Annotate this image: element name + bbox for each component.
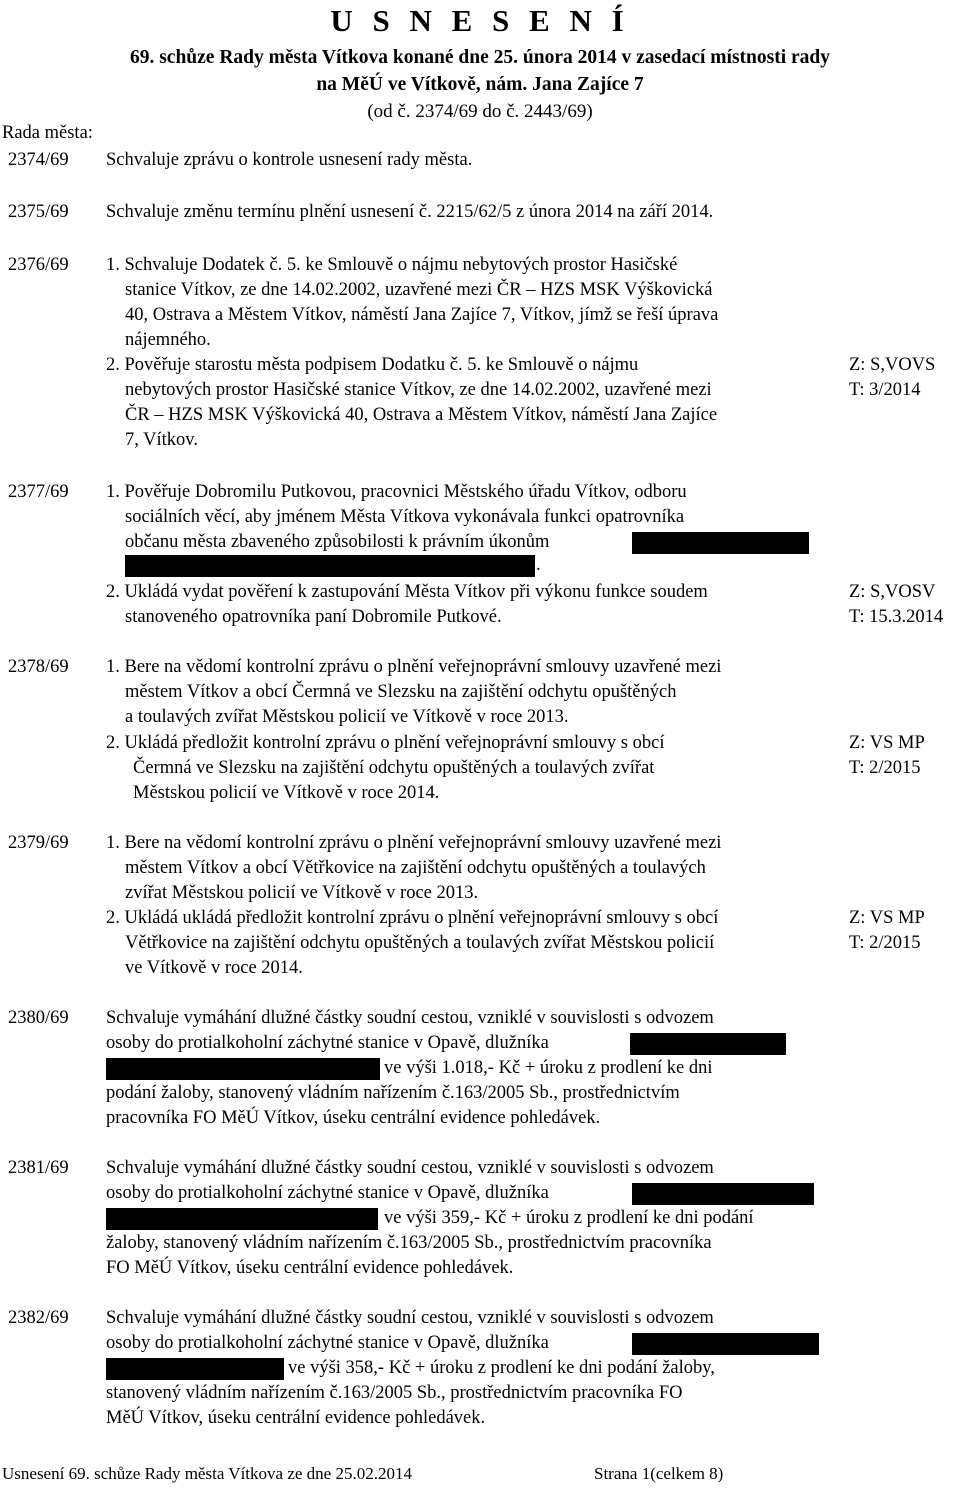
resolution-text: 1. Bere na vědomí kontrolní zprávu o plnění veřejnoprávní smlouvy uzavřené mezi bbox=[106, 657, 722, 677]
responsible-person: Z: VS MP bbox=[849, 908, 925, 928]
footer-document-info: Usnesení 69. schůze Rady města Vítkova ze dne 25.02.2014 bbox=[2, 1464, 412, 1483]
deadline: T: 3/2014 bbox=[849, 380, 921, 400]
resolution-range: (od č. 2374/69 do č. 2443/69) bbox=[367, 101, 593, 122]
redacted-name bbox=[632, 1333, 819, 1355]
resolution-text: Čermná ve Slezsku na zajištění odchytu opuštěných a toulavých zvířat bbox=[133, 758, 655, 778]
redacted-name bbox=[632, 532, 809, 554]
responsible-person: Z: S,VOVS bbox=[849, 355, 936, 375]
resolution-text: . bbox=[536, 555, 541, 575]
resolution-text: ve výši 359,- Kč + úroku z prodlení ke dni podání bbox=[384, 1208, 754, 1228]
resolution-text: osoby do protialkoholní záchytné stanice v Opavě, dlužníka bbox=[106, 1183, 549, 1203]
resolution-text: Větřkovice na zajištění odchytu opuštěných a toulavých zvířat Městskou policií bbox=[125, 933, 715, 953]
resolution-text: ve Vítkově v roce 2014. bbox=[125, 958, 303, 978]
page-current: 1 bbox=[641, 1464, 651, 1483]
resolution-number: 2382/69 bbox=[8, 1308, 69, 1328]
resolution-text: pracovníka FO MěÚ Vítkov, úseku centrální evidence pohledávek. bbox=[106, 1108, 601, 1128]
resolution-number: 2376/69 bbox=[8, 255, 69, 275]
resolution-text: zvířat Městskou policií ve Vítkově v roce 2013. bbox=[125, 883, 479, 903]
resolution-text: osoby do protialkoholní záchytné stanice v Opavě, dlužníka bbox=[106, 1333, 549, 1353]
resolution-text: ve výši 1.018,- Kč + úroku z prodlení ke dni bbox=[384, 1058, 713, 1078]
resolution-text: městem Vítkov a obcí Větřkovice na zajištění odchytu opuštěných a toulavých bbox=[125, 858, 706, 878]
redacted-name bbox=[106, 1208, 378, 1230]
resolution-number: 2380/69 bbox=[8, 1008, 69, 1028]
responsible-person: Z: S,VOSV bbox=[849, 582, 936, 602]
resolution-text: sociálních věcí, aby jménem Města Vítkova vykonávala funkci opatrovníka bbox=[125, 507, 685, 527]
resolution-text: občanu města zbaveného způsobilosti k právním úkonům bbox=[125, 532, 550, 552]
responsible-person: Z: VS MP bbox=[849, 733, 925, 753]
redacted-name bbox=[630, 1033, 786, 1055]
resolution-text: ČR – HZS MSK Výškovická 40, Ostrava a Městem Vítkov, náměstí Jana Zajíce bbox=[125, 405, 718, 425]
resolution-text: žaloby, stanovený vládním nařízením č.163/2005 Sb., prostřednictvím pracovníka bbox=[106, 1233, 712, 1253]
resolution-text: Schvaluje zprávu o kontrole usnesení rady města. bbox=[106, 150, 473, 170]
resolution-text: 1. Pověřuje Dobromilu Putkovou, pracovnici Městského úřadu Vítkov, odboru bbox=[106, 482, 687, 502]
resolution-number: 2378/69 bbox=[8, 657, 69, 677]
redacted-name bbox=[106, 1058, 380, 1080]
resolution-text: stanovený vládním nařízením č.163/2005 Sb., prostřednictvím pracovníka FO bbox=[106, 1383, 683, 1403]
resolution-number: 2374/69 bbox=[8, 150, 69, 170]
meeting-heading-line-1: 69. schůze Rady města Vítkova konané dne 25. února 2014 v zasedací místnosti rady bbox=[129, 47, 831, 68]
resolution-number: 2375/69 bbox=[8, 202, 69, 222]
resolution-text: Městskou policií ve Vítkově v roce 2014. bbox=[133, 783, 440, 803]
deadline: T: 2/2015 bbox=[849, 758, 921, 778]
page-label: Strana bbox=[594, 1464, 638, 1483]
resolution-text: stanoveného opatrovníka paní Dobromile Putkové. bbox=[125, 607, 502, 627]
resolution-text: MěÚ Vítkov, úseku centrální evidence pohledávek. bbox=[106, 1408, 486, 1428]
resolution-text: nebytových prostor Hasičské stanice Vítkov, ze dne 14.02.2002, uzavřené mezi bbox=[125, 380, 712, 400]
redacted-name bbox=[632, 1183, 814, 1205]
resolution-text: 2. Ukládá předložit kontrolní zprávu o plnění veřejnoprávní smlouvy s obcí bbox=[106, 733, 665, 753]
resolution-text: 7, Vítkov. bbox=[125, 430, 198, 450]
deadline: T: 2/2015 bbox=[849, 933, 921, 953]
resolution-text: Schvaluje vymáhání dlužné částky soudní cestou, vzniklé v souvislosti s odvozem bbox=[106, 1008, 714, 1028]
resolution-number: 2379/69 bbox=[8, 833, 69, 853]
resolution-number: 2377/69 bbox=[8, 482, 69, 502]
footer-page-number bbox=[594, 1464, 723, 1484]
document-title: U S N E S E N Í bbox=[330, 3, 630, 38]
resolution-text: 2. Pověřuje starostu města podpisem Dodatku č. 5. ke Smlouvě o nájmu bbox=[106, 355, 639, 375]
page-total: (celkem 8) bbox=[650, 1464, 724, 1483]
resolution-text: 40, Ostrava a Městem Vítkov, náměstí Jana Zajíce 7, Vítkov, jímž se řeší úprava bbox=[125, 305, 719, 325]
resolution-text: 2. Ukládá ukládá předložit kontrolní zprávu o plnění veřejnoprávní smlouvy s obcí bbox=[106, 908, 719, 928]
resolution-text: FO MěÚ Vítkov, úseku centrální evidence pohledávek. bbox=[106, 1258, 514, 1278]
council-intro: Rada města: bbox=[2, 123, 93, 143]
meeting-heading-line-2: na MěÚ ve Vítkově, nám. Jana Zajíce 7 bbox=[316, 74, 644, 95]
resolution-text: městem Vítkov a obcí Čermná ve Slezsku na zajištění odchytu opuštěných bbox=[125, 682, 677, 702]
deadline: T: 15.3.2014 bbox=[849, 607, 944, 627]
redacted-name bbox=[106, 1358, 284, 1380]
resolution-text: nájemného. bbox=[125, 330, 211, 350]
resolution-number: 2381/69 bbox=[8, 1158, 69, 1178]
resolution-text: osoby do protialkoholní záchytné stanice v Opavě, dlužníka bbox=[106, 1033, 549, 1053]
resolution-text: Schvaluje změnu termínu plnění usnesení č. 2215/62/5 z února 2014 na září 2014. bbox=[106, 202, 714, 222]
resolution-text: 2. Ukládá vydat pověření k zastupování Města Vítkov při výkonu funkce soudem bbox=[106, 582, 708, 602]
resolution-text: podání žaloby, stanovený vládním nařízením č.163/2005 Sb., prostřednictvím bbox=[106, 1083, 680, 1103]
resolution-text: a toulavých zvířat Městskou policií ve Vítkově v roce 2013. bbox=[125, 707, 569, 727]
resolution-text: ve výši 358,- Kč + úroku z prodlení ke dni podání žaloby, bbox=[288, 1358, 715, 1378]
resolution-text: Schvaluje vymáhání dlužné částky soudní cestou, vzniklé v souvislosti s odvozem bbox=[106, 1308, 714, 1328]
redacted-name bbox=[125, 555, 535, 577]
resolution-text: stanice Vítkov, ze dne 14.02.2002, uzavřené mezi ČR – HZS MSK Výškovická bbox=[125, 280, 713, 300]
resolution-text: 1. Bere na vědomí kontrolní zprávu o plnění veřejnoprávní smlouvy uzavřené mezi bbox=[106, 833, 722, 853]
resolution-text: Schvaluje vymáhání dlužné částky soudní cestou, vzniklé v souvislosti s odvozem bbox=[106, 1158, 714, 1178]
resolution-text: 1. Schvaluje Dodatek č. 5. ke Smlouvě o nájmu nebytových prostor Hasičské bbox=[106, 255, 678, 275]
